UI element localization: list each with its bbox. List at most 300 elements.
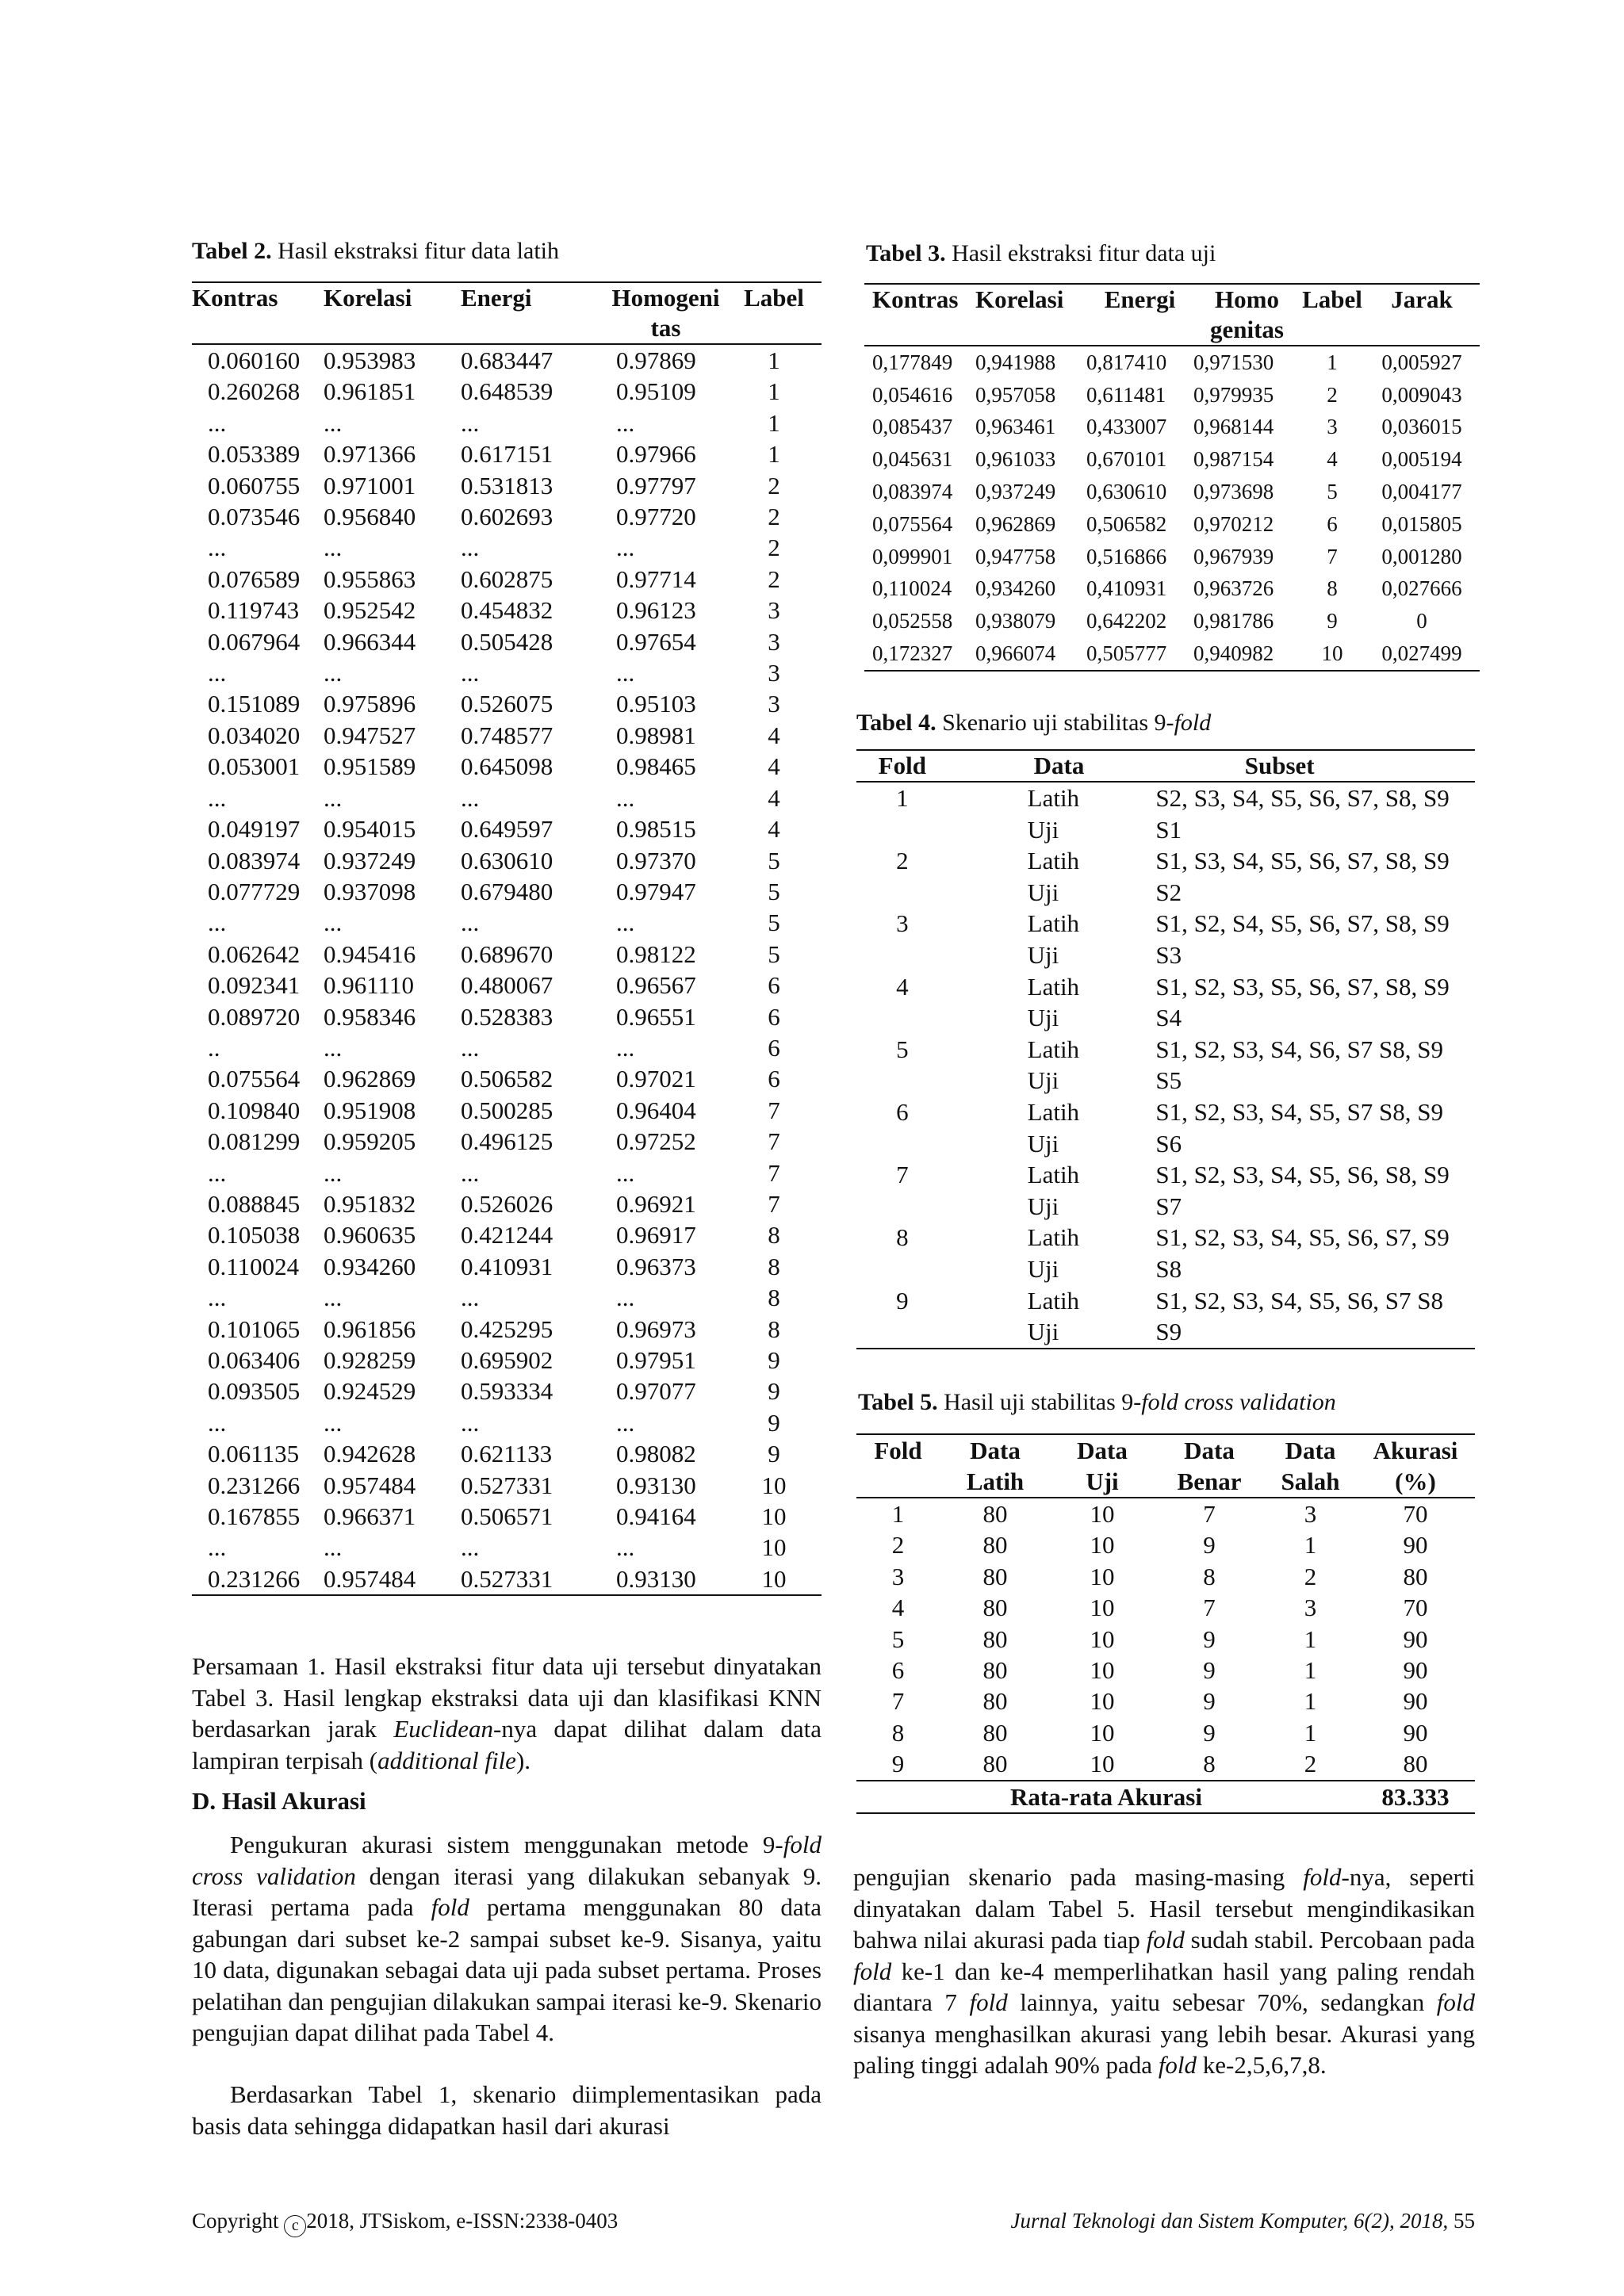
table5-cell: 1 (1304, 1687, 1317, 1716)
table2-cell: 0.97714 (616, 564, 696, 593)
table2-row (192, 470, 822, 501)
table2-cell: 0.593334 (461, 1377, 553, 1406)
table2-cell: ... (616, 1533, 635, 1562)
table2-cell: 0.960635 (324, 1221, 416, 1249)
table5-cell: 10 (1090, 1531, 1115, 1559)
table2-cell: ... (324, 1533, 343, 1562)
table2-cell: ... (208, 1408, 227, 1437)
table3-row (864, 541, 1480, 573)
paragraph-pengukuran: Pengukuran akurasi sistem menggunakan metode 9-fold cross validation dengan iterasi yang dilakukan sebanyak 9. Iterasi pertama pada fold pertama menggunakan 80 data gabungan dari subset ke-2 sampai subset ke-9. Sisanya, yaitu 10 data, digunakan sebagai data uji pada subset pertama. Proses pelatihan dan pengujian dilakukan sampai iterasi ke-9. Skenario pengujian dapat dilihat pada Tabel 4. (192, 1831, 822, 2046)
table2-cell: 0.955863 (324, 564, 416, 593)
table2-cell: 0.695902 (461, 1346, 553, 1374)
table2-cell: 0.092341 (208, 971, 301, 1000)
table4-header: Data (1033, 752, 1085, 779)
table2-row (192, 1376, 822, 1406)
table4-cell: S1, S2, S3, S4, S6, S7 S8, S9 (1155, 1035, 1444, 1063)
table4-cell: Uji (1027, 878, 1059, 906)
table3-cell: 0,110024 (872, 576, 952, 601)
table3-header: Energi (1104, 285, 1176, 313)
table2-cell: 0.410931 (461, 1252, 553, 1280)
table2-cell: 10 (761, 1564, 787, 1593)
table3-cell: 0,642202 (1086, 609, 1167, 633)
table5-cell: 6 (891, 1656, 905, 1685)
table5-cell: 10 (1090, 1687, 1115, 1716)
table3-cell: 0,410931 (1086, 576, 1167, 601)
table3-cell: 0,015805 (1381, 511, 1462, 536)
table2-cell: 3 (768, 659, 780, 687)
table2-cell: 2 (768, 471, 780, 499)
table5-row (856, 1624, 1475, 1655)
table5-cell: 90 (1403, 1656, 1428, 1685)
table2-cell: ... (324, 1158, 343, 1187)
table3-cell: 0,027499 (1381, 641, 1462, 666)
table4-row (856, 782, 1475, 814)
table2-cell: 0.527331 (461, 1471, 553, 1499)
table2-cell: 10 (761, 1533, 787, 1562)
table4-cell: Latih (1027, 1223, 1080, 1252)
table2-cell: 6 (768, 1033, 780, 1062)
table4-cell (856, 1253, 948, 1285)
table2-cell: 0.98082 (616, 1440, 696, 1468)
table5-cell: 80 (982, 1750, 1008, 1778)
table4-cell (856, 814, 948, 846)
table2-cell: 1 (768, 408, 780, 437)
table2 (192, 281, 822, 1596)
table2-cell: 0.527331 (461, 1564, 553, 1593)
table2-cell: ... (208, 408, 227, 437)
table3-cell: 0,505777 (1086, 641, 1167, 666)
table5-cell: 7 (891, 1687, 905, 1716)
table3-cell: 0,938079 (975, 609, 1056, 633)
table3-cell: 0,052558 (872, 609, 953, 633)
table4-row (856, 1065, 1475, 1096)
table2-cell: 7 (768, 1127, 780, 1156)
table2-cell: ... (324, 783, 343, 812)
table2-cell: 7 (768, 1096, 780, 1124)
table5-cell: 9 (1203, 1656, 1216, 1685)
table3-cell: 0,963461 (975, 415, 1056, 439)
table2-row (192, 1563, 822, 1595)
table2-cell: 0.500285 (461, 1096, 553, 1124)
table5-row (856, 1561, 1475, 1592)
table4-cell: S5 (1155, 1066, 1182, 1095)
table4-row (856, 1316, 1475, 1349)
table3-cell: 0,962869 (975, 511, 1056, 536)
table5-row (856, 1686, 1475, 1716)
table4-row (856, 1253, 1475, 1285)
table2-cell: 0.683447 (461, 346, 553, 374)
table2-row (192, 1345, 822, 1376)
table2-cell: 0.060160 (208, 346, 301, 374)
table2-cell: 0.425295 (461, 1314, 553, 1343)
table2-cell: 0.96917 (616, 1221, 696, 1249)
table5-cell: 80 (982, 1531, 1008, 1559)
table2-cell: ... (616, 909, 635, 937)
table2-row (192, 657, 822, 688)
table2-cell: 7 (768, 1158, 780, 1187)
table3-row (864, 476, 1480, 508)
table4-cell: 2 (896, 847, 909, 875)
table2-cell: 0.049197 (208, 815, 301, 844)
table2-row (192, 1282, 822, 1313)
table5-row (856, 1529, 1475, 1560)
table4-cell: 5 (896, 1035, 909, 1063)
table5-cell: 1 (891, 1500, 905, 1528)
table2-cell: 0.975896 (324, 690, 416, 718)
footer-journal: Jurnal Teknologi dan Sistem Komputer, 6(2), 2018, 55 (1010, 2209, 1475, 2233)
table3-cell: 0,670101 (1086, 447, 1167, 472)
table2-cell: 0.109840 (208, 1096, 301, 1124)
table2-cell: 0.645098 (461, 752, 553, 781)
table3-cell: 0,963726 (1193, 576, 1274, 601)
table2-row (192, 1063, 822, 1094)
table2-cell: ... (616, 1158, 635, 1187)
table2-cell: 0.94164 (616, 1502, 696, 1531)
table2-cell: 0.063406 (208, 1346, 301, 1374)
table3-cell: 2 (1327, 382, 1338, 407)
table2-cell: 0.053001 (208, 752, 301, 781)
table5-cell: 8 (1203, 1750, 1216, 1778)
table4-cell: S1, S2, S3, S4, S5, S6, S8, S9 (1155, 1161, 1450, 1189)
table2-cell: 0.97869 (616, 346, 696, 374)
table2-cell: ... (461, 1533, 480, 1562)
table3-cell: 0,516866 (1086, 544, 1167, 568)
table2-cell: 0.96567 (616, 971, 696, 1000)
table2-cell: 0.621133 (461, 1440, 553, 1468)
table2-cell: 0.957484 (324, 1564, 416, 1593)
table2-cell: 0.260268 (208, 377, 301, 406)
table5 (856, 1433, 1475, 1814)
table2-row (192, 1470, 822, 1501)
table2-cell: 3 (768, 596, 780, 625)
table5-header: Akurasi (%) (1373, 1437, 1458, 1495)
paragraph-berdasarkan: Berdasarkan Tabel 1, skenario diimplementasikan pada basis data sehingga didapatkan hasil dari akurasi (192, 2080, 822, 2140)
table2-cell: 0.167855 (208, 1502, 301, 1531)
table2-row (192, 970, 822, 1001)
table2-cell: 0.075564 (208, 1065, 301, 1093)
table4-cell: Latih (1027, 1286, 1080, 1314)
table2-cell: 2 (768, 534, 780, 562)
table4-row (856, 1002, 1475, 1034)
table5-header: Data Salah (1281, 1437, 1340, 1495)
table2-cell: 0.966371 (324, 1502, 416, 1531)
table2-cell: 0.97654 (616, 627, 696, 656)
table3-cell: 0,973698 (1193, 480, 1274, 504)
table3-cell: 3 (1327, 415, 1338, 439)
table2-cell: 1 (768, 346, 780, 374)
table2-cell: 0.679480 (461, 877, 553, 905)
table2-cell: 0.95103 (616, 690, 696, 718)
table5-cell: 7 (1203, 1500, 1216, 1528)
table2-cell: ... (324, 1033, 343, 1062)
table3-cell: 0,981786 (1193, 609, 1274, 633)
table3-cell: 0,099901 (872, 544, 953, 568)
table4-cell: S2, S3, S4, S5, S6, S7, S8, S9 (1155, 784, 1450, 812)
table2-cell: 0.088845 (208, 1189, 301, 1218)
table5-cell: 10 (1090, 1718, 1115, 1747)
table2-cell: 4 (768, 815, 780, 844)
table4-cell: Latih (1027, 1035, 1080, 1063)
table2-cell: 0.526075 (461, 690, 553, 718)
table4-header: Subset (1244, 752, 1315, 779)
table5-cell: 8 (1203, 1562, 1216, 1590)
table2-cell: 0.96123 (616, 596, 696, 625)
table2-cell: 9 (768, 1346, 780, 1374)
table3-cell: 0,027666 (1381, 576, 1462, 601)
table3-cell: 0,937249 (975, 480, 1056, 504)
table3-row (864, 508, 1480, 541)
table2-row (192, 376, 822, 407)
table5-cell: 3 (1304, 1594, 1317, 1622)
table2-cell: 0.98465 (616, 752, 696, 781)
table2-cell: 0.96373 (616, 1252, 696, 1280)
table2-cell: 0.971001 (324, 471, 416, 499)
table2-cell: 0.110024 (208, 1252, 300, 1280)
table3-header: Jarak (1391, 285, 1453, 313)
table3-header: Label (1302, 285, 1362, 313)
table4-row (856, 939, 1475, 971)
table2-cell: 0.231266 (208, 1471, 301, 1499)
table2-row (192, 595, 822, 626)
table4-cell: S1, S2, S3, S4, S5, S6, S7 S8 (1155, 1286, 1444, 1314)
table2-cell: 0.97797 (616, 471, 696, 499)
table2-cell: 10 (761, 1502, 787, 1531)
table2-cell: 0.962869 (324, 1065, 416, 1093)
table4-cell: Uji (1027, 1004, 1059, 1032)
table2-cell: 0.924529 (324, 1377, 416, 1406)
table3-cell: 0,947758 (975, 544, 1056, 568)
table2-cell: 0.945416 (324, 939, 416, 968)
table2-cell: 0.97077 (616, 1377, 696, 1406)
table2-cell: 0.98981 (616, 721, 696, 749)
table4-cell (856, 1316, 948, 1349)
table4-row (856, 1191, 1475, 1223)
table5-row (856, 1717, 1475, 1748)
table2-cell: ... (208, 783, 227, 812)
table4-cell: Latih (1027, 784, 1080, 812)
table4-cell: Uji (1027, 1318, 1059, 1346)
table2-cell: 0.454832 (461, 596, 553, 625)
table2-row (192, 1188, 822, 1219)
table2-cell: 7 (768, 1189, 780, 1218)
table2-cell: ... (616, 1033, 635, 1062)
table2-cell: 5 (768, 846, 780, 874)
table2-cell: 0.689670 (461, 939, 553, 968)
table2-cell: 0.076589 (208, 564, 301, 593)
section-heading-hasil-akurasi: D. Hasil Akurasi (192, 1787, 366, 1815)
table2-row (192, 845, 822, 876)
table5-cell: 5 (891, 1624, 905, 1653)
table5-cell: 2 (1304, 1750, 1317, 1778)
table2-cell: ... (208, 1284, 227, 1312)
table2-cell: 0.956840 (324, 503, 416, 531)
table2-cell: 0.951832 (324, 1189, 416, 1218)
table4-cell: Latih (1027, 1097, 1080, 1126)
table2-cell: ... (208, 534, 227, 562)
table4-caption: Tabel 4. Skenario uji stabilitas 9-fold (856, 710, 1212, 736)
table4-cell: 7 (896, 1161, 909, 1189)
table3-row (864, 346, 1480, 379)
table5-cell: 80 (1403, 1750, 1428, 1778)
table2-row (192, 1501, 822, 1532)
table2-row (192, 1219, 822, 1250)
table2-cell: 0.421244 (461, 1221, 553, 1249)
table5-cell: 80 (982, 1624, 1008, 1653)
table5-cell: 10 (1090, 1624, 1115, 1653)
table5-row (856, 1748, 1475, 1780)
average-label: Rata-rata Akurasi (1010, 1782, 1202, 1811)
table5-row (856, 1655, 1475, 1686)
table2-row (192, 1126, 822, 1157)
table5-cell: 70 (1403, 1500, 1428, 1528)
table2-cell: ... (208, 909, 227, 937)
table2-cell: 0.506571 (461, 1502, 553, 1531)
table2-cell: 0.093505 (208, 1377, 301, 1406)
table2-cell: 0.98515 (616, 815, 696, 844)
table2-row (192, 1438, 822, 1469)
table2-row (192, 564, 822, 595)
table3-cell: 0,506582 (1086, 511, 1167, 536)
table2-header: Homogeni tas (611, 284, 720, 342)
table5-cell: 80 (982, 1687, 1008, 1716)
table2-row (192, 1032, 822, 1063)
table2-row (192, 1532, 822, 1563)
table3-cell: 0,961033 (975, 447, 1056, 472)
table2-cell: 0.957484 (324, 1471, 416, 1499)
table2-cell: 0.961856 (324, 1314, 416, 1343)
table5-cell: 10 (1090, 1500, 1115, 1528)
table2-cell: ... (616, 1408, 635, 1437)
table2-cell: 0.97966 (616, 440, 696, 469)
table3-cell: 0,001280 (1381, 544, 1462, 568)
table2-row (192, 532, 822, 563)
table5-cell: 90 (1403, 1531, 1428, 1559)
table5-cell: 3 (891, 1562, 905, 1590)
table3-cell: 0,433007 (1086, 415, 1167, 439)
table3-cell: 0,967939 (1193, 544, 1274, 568)
table3-cell: 0,004177 (1381, 480, 1462, 504)
table2-cell: 0.954015 (324, 815, 416, 844)
table4-cell: S7 (1155, 1192, 1182, 1220)
table2-cell: 0.952542 (324, 596, 416, 625)
average-value: 83.333 (1381, 1782, 1450, 1811)
table5-cell: 1 (1304, 1656, 1317, 1685)
table4-cell: 9 (896, 1286, 909, 1314)
table4-row (856, 1285, 1475, 1317)
table3-cell: 0,941988 (975, 350, 1056, 374)
table4-row (856, 908, 1475, 939)
table5-cell: 90 (1403, 1718, 1428, 1747)
table2-cell: 4 (768, 721, 780, 749)
table5-row (856, 1592, 1475, 1623)
table2-cell: 0.630610 (461, 846, 553, 874)
table2-row (192, 1314, 822, 1345)
table2-cell: 0.081299 (208, 1127, 301, 1156)
table2-header: Energi (461, 284, 532, 312)
table2-cell: 0.928259 (324, 1346, 416, 1374)
table2-cell: ... (461, 1284, 480, 1312)
table4-cell (856, 939, 948, 971)
table4-cell: Latih (1027, 847, 1080, 875)
table2-cell: 0.648539 (461, 377, 553, 406)
table3-header: Homo genitas (1210, 285, 1284, 343)
table4-row (856, 1159, 1475, 1191)
table2-cell: ... (461, 909, 480, 937)
table2-row (192, 1001, 822, 1032)
table2-cell: 1 (768, 377, 780, 406)
footer-copyright: Copyright c 2018, JTSiskom, e-ISSN:2338-0403 (192, 2209, 618, 2237)
table4-cell: S4 (1155, 1004, 1182, 1032)
table2-cell: 9 (768, 1408, 780, 1437)
table2-cell: 0.93130 (616, 1471, 696, 1499)
table4-cell: Uji (1027, 1192, 1059, 1220)
table2-cell: 0.96921 (616, 1189, 696, 1218)
table3-cell: 0,966074 (975, 641, 1056, 666)
table2-row (192, 751, 822, 782)
table3-cell: 0,083974 (872, 480, 953, 504)
table2-cell: 2 (768, 503, 780, 531)
table2-cell: 1 (768, 440, 780, 469)
table3-cell: 1 (1327, 350, 1338, 374)
table2-cell: 0.649597 (461, 815, 553, 844)
table2-cell: 0.951589 (324, 752, 416, 781)
table5-cell: 4 (891, 1594, 905, 1622)
table2-cell: 5 (768, 909, 780, 937)
table5-header: Data Uji (1077, 1437, 1128, 1495)
table2-cell: 0.506582 (461, 1065, 553, 1093)
table4-cell: 1 (896, 784, 909, 812)
table2-row (192, 907, 822, 938)
table2-cell: ... (461, 1408, 480, 1437)
table5-cell: 10 (1090, 1750, 1115, 1778)
table4-cell: S1, S2, S3, S4, S5, S6, S7, S9 (1155, 1223, 1450, 1252)
table2-row (192, 344, 822, 376)
table2-cell: ... (616, 534, 635, 562)
table5-cell: 2 (1304, 1562, 1317, 1590)
table2-cell: 6 (768, 971, 780, 1000)
table2-cell: 0.958346 (324, 1002, 416, 1031)
table2-cell: 0.083974 (208, 846, 301, 874)
table2-cell: 0.937098 (324, 877, 416, 905)
table2-cell: 0.97370 (616, 846, 696, 874)
table2-cell: 0.060755 (208, 471, 301, 499)
table2-cell: 0.959205 (324, 1127, 416, 1156)
table2-cell: 0.531813 (461, 471, 553, 499)
table4-cell: S1, S2, S3, S5, S6, S7, S8, S9 (1155, 972, 1450, 1001)
table4-cell (856, 1065, 948, 1096)
table2-cell: .. (208, 1033, 220, 1062)
table5-cell: 9 (891, 1750, 905, 1778)
table2-cell: 4 (768, 783, 780, 812)
table2-row (192, 876, 822, 907)
table3-cell: 0,957058 (975, 382, 1056, 407)
table4-cell: Latih (1027, 909, 1080, 938)
table2-caption: Tabel 2. Hasil ekstraksi fitur data latih (192, 238, 559, 264)
table2-cell: ... (461, 1158, 480, 1187)
table4-row (856, 814, 1475, 846)
table2-row (192, 501, 822, 532)
table5-cell: 10 (1090, 1562, 1115, 1590)
table2-cell: 0.95109 (616, 377, 696, 406)
table3-cell: 7 (1327, 544, 1338, 568)
table2-cell: 0.105038 (208, 1221, 301, 1249)
table4-row (856, 845, 1475, 877)
table5-cell: 10 (1090, 1594, 1115, 1622)
table2-cell: 0.97951 (616, 1346, 696, 1374)
table2-cell: 0.951908 (324, 1096, 416, 1124)
table2-cell: 10 (761, 1471, 787, 1499)
table2-cell: 0.119743 (208, 596, 300, 625)
